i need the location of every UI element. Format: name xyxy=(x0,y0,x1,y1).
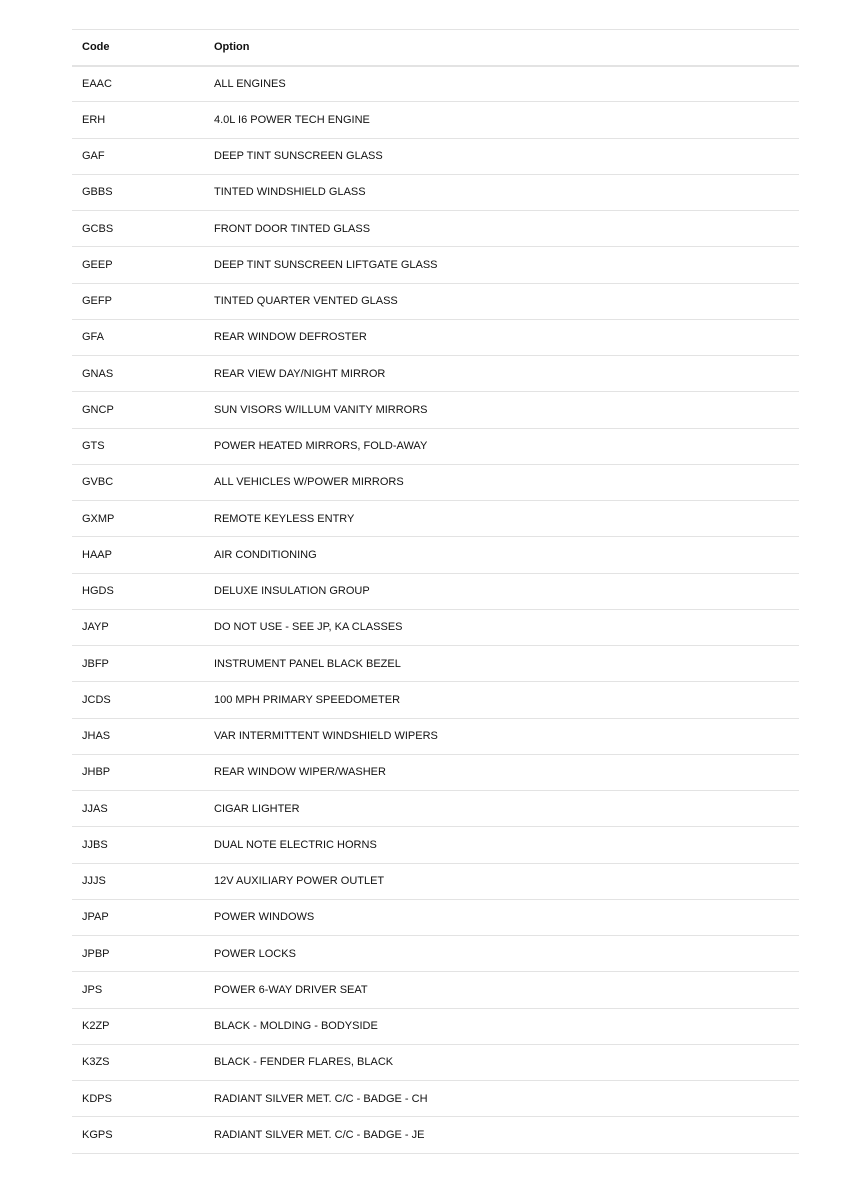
option-code-cell: JBFP xyxy=(82,657,109,670)
option-description-cell: 100 MPH PRIMARY SPEEDOMETER xyxy=(214,693,401,706)
header-row xyxy=(72,30,799,66)
table-row xyxy=(72,573,799,609)
option-description-cell: ALL VEHICLES W/POWER MIRRORS xyxy=(214,476,404,489)
option-code-cell: K2ZP xyxy=(82,1020,110,1033)
table-row xyxy=(72,283,799,319)
table-row xyxy=(72,972,799,1008)
option-code-cell: GVBC xyxy=(82,476,114,489)
table-row xyxy=(72,138,799,174)
option-code-cell: JPS xyxy=(82,983,103,996)
option-code-cell: GEEP xyxy=(82,258,113,271)
table-row xyxy=(72,827,799,863)
table-row xyxy=(72,754,799,790)
option-code-cell: GCBS xyxy=(82,222,114,235)
table-row xyxy=(72,646,799,682)
table-row xyxy=(72,428,799,464)
option-code-cell: JPAP xyxy=(82,911,109,924)
table-row xyxy=(72,718,799,754)
table-row xyxy=(72,936,799,972)
table-row xyxy=(72,1044,799,1080)
option-code-cell: JJBS xyxy=(82,838,108,851)
option-code-cell: JJAS xyxy=(82,802,108,815)
table-row xyxy=(72,392,799,428)
option-description-cell: REAR VIEW DAY/NIGHT MIRROR xyxy=(214,367,386,380)
table-row xyxy=(72,537,799,573)
column-header-code: Code xyxy=(82,41,110,54)
option-code-cell: EAAC xyxy=(82,77,112,90)
option-description-cell: RADIANT SILVER MET. C/C - BADGE - CH xyxy=(214,1092,428,1105)
table-row xyxy=(72,863,799,899)
option-code-cell: GNCP xyxy=(82,403,114,416)
table-row xyxy=(72,211,799,247)
option-description-cell: VAR INTERMITTENT WINDSHIELD WIPERS xyxy=(214,730,438,743)
option-code-cell: JPBP xyxy=(82,947,110,960)
option-description-cell: BLACK - MOLDING - BODYSIDE xyxy=(214,1020,378,1033)
option-code-cell: GFA xyxy=(82,331,105,344)
option-description-cell: POWER LOCKS xyxy=(214,947,296,960)
option-code-cell: GAF xyxy=(82,150,105,163)
option-description-cell: REAR WINDOW DEFROSTER xyxy=(214,331,367,344)
option-description-cell: REAR WINDOW WIPER/WASHER xyxy=(214,766,386,779)
option-description-cell: 4.0L I6 POWER TECH ENGINE xyxy=(214,113,370,126)
option-code-cell: HAAP xyxy=(82,548,112,561)
option-description-cell: 12V AUXILIARY POWER OUTLET xyxy=(214,875,385,888)
option-code-cell: K3ZS xyxy=(82,1056,110,1069)
option-description-cell: TINTED WINDSHIELD GLASS xyxy=(214,186,366,199)
table-row xyxy=(72,356,799,392)
table-row xyxy=(72,247,799,283)
option-description-cell: FRONT DOOR TINTED GLASS xyxy=(214,222,371,235)
table-row xyxy=(72,464,799,500)
option-description-cell: POWER 6-WAY DRIVER SEAT xyxy=(214,983,368,996)
option-code-cell: GXMP xyxy=(82,512,115,525)
option-code-cell: GTS xyxy=(82,440,105,453)
option-description-cell: DUAL NOTE ELECTRIC HORNS xyxy=(214,838,377,851)
option-code-cell: KDPS xyxy=(82,1092,112,1105)
option-description-cell: RADIANT SILVER MET. C/C - BADGE - JE xyxy=(214,1128,425,1141)
option-code-cell: ERH xyxy=(82,113,106,126)
option-code-cell: GEFP xyxy=(82,295,112,308)
table-row xyxy=(72,1008,799,1044)
table-row xyxy=(72,102,799,138)
option-code-cell: GBBS xyxy=(82,186,113,199)
table-row xyxy=(72,899,799,935)
column-header-option: Option xyxy=(214,41,250,54)
option-code-cell: JHAS xyxy=(82,730,111,743)
table-row xyxy=(72,174,799,210)
option-code-cell: JAYP xyxy=(82,621,109,634)
option-description-cell: TINTED QUARTER VENTED GLASS xyxy=(214,295,398,308)
table-row xyxy=(72,501,799,537)
option-description-cell: DELUXE INSULATION GROUP xyxy=(214,585,370,598)
option-description-cell: ALL ENGINES xyxy=(214,77,286,90)
option-description-cell: CIGAR LIGHTER xyxy=(214,802,300,815)
option-code-cell: GNAS xyxy=(82,367,114,380)
table-row xyxy=(72,1117,799,1153)
option-description-cell: BLACK - FENDER FLARES, BLACK xyxy=(214,1056,394,1069)
option-description-cell: AIR CONDITIONING xyxy=(214,548,317,561)
table-row xyxy=(72,66,799,102)
option-description-cell: POWER HEATED MIRRORS, FOLD-AWAY xyxy=(214,440,428,453)
option-description-cell: INSTRUMENT PANEL BLACK BEZEL xyxy=(214,657,401,670)
option-description-cell: SUN VISORS W/ILLUM VANITY MIRRORS xyxy=(214,403,428,416)
table-header xyxy=(72,30,799,66)
option-description-cell: DO NOT USE - SEE JP, KA CLASSES xyxy=(214,621,403,634)
option-code-cell: HGDS xyxy=(82,585,114,598)
table-row xyxy=(72,609,799,645)
option-description-cell: DEEP TINT SUNSCREEN LIFTGATE GLASS xyxy=(214,258,438,271)
table-row xyxy=(72,1081,799,1117)
options-table xyxy=(72,29,799,1154)
table-row xyxy=(72,682,799,718)
table-body xyxy=(72,66,799,1154)
option-code-cell: JJJS xyxy=(82,875,106,888)
option-description-cell: DEEP TINT SUNSCREEN GLASS xyxy=(214,150,383,163)
option-description-cell: REMOTE KEYLESS ENTRY xyxy=(214,512,355,525)
option-code-cell: KGPS xyxy=(82,1128,113,1141)
options-table-container xyxy=(72,29,799,1154)
option-description-cell: POWER WINDOWS xyxy=(214,911,315,924)
option-code-cell: JCDS xyxy=(82,693,111,706)
table-row xyxy=(72,319,799,355)
option-code-cell: JHBP xyxy=(82,766,111,779)
table-row xyxy=(72,791,799,827)
